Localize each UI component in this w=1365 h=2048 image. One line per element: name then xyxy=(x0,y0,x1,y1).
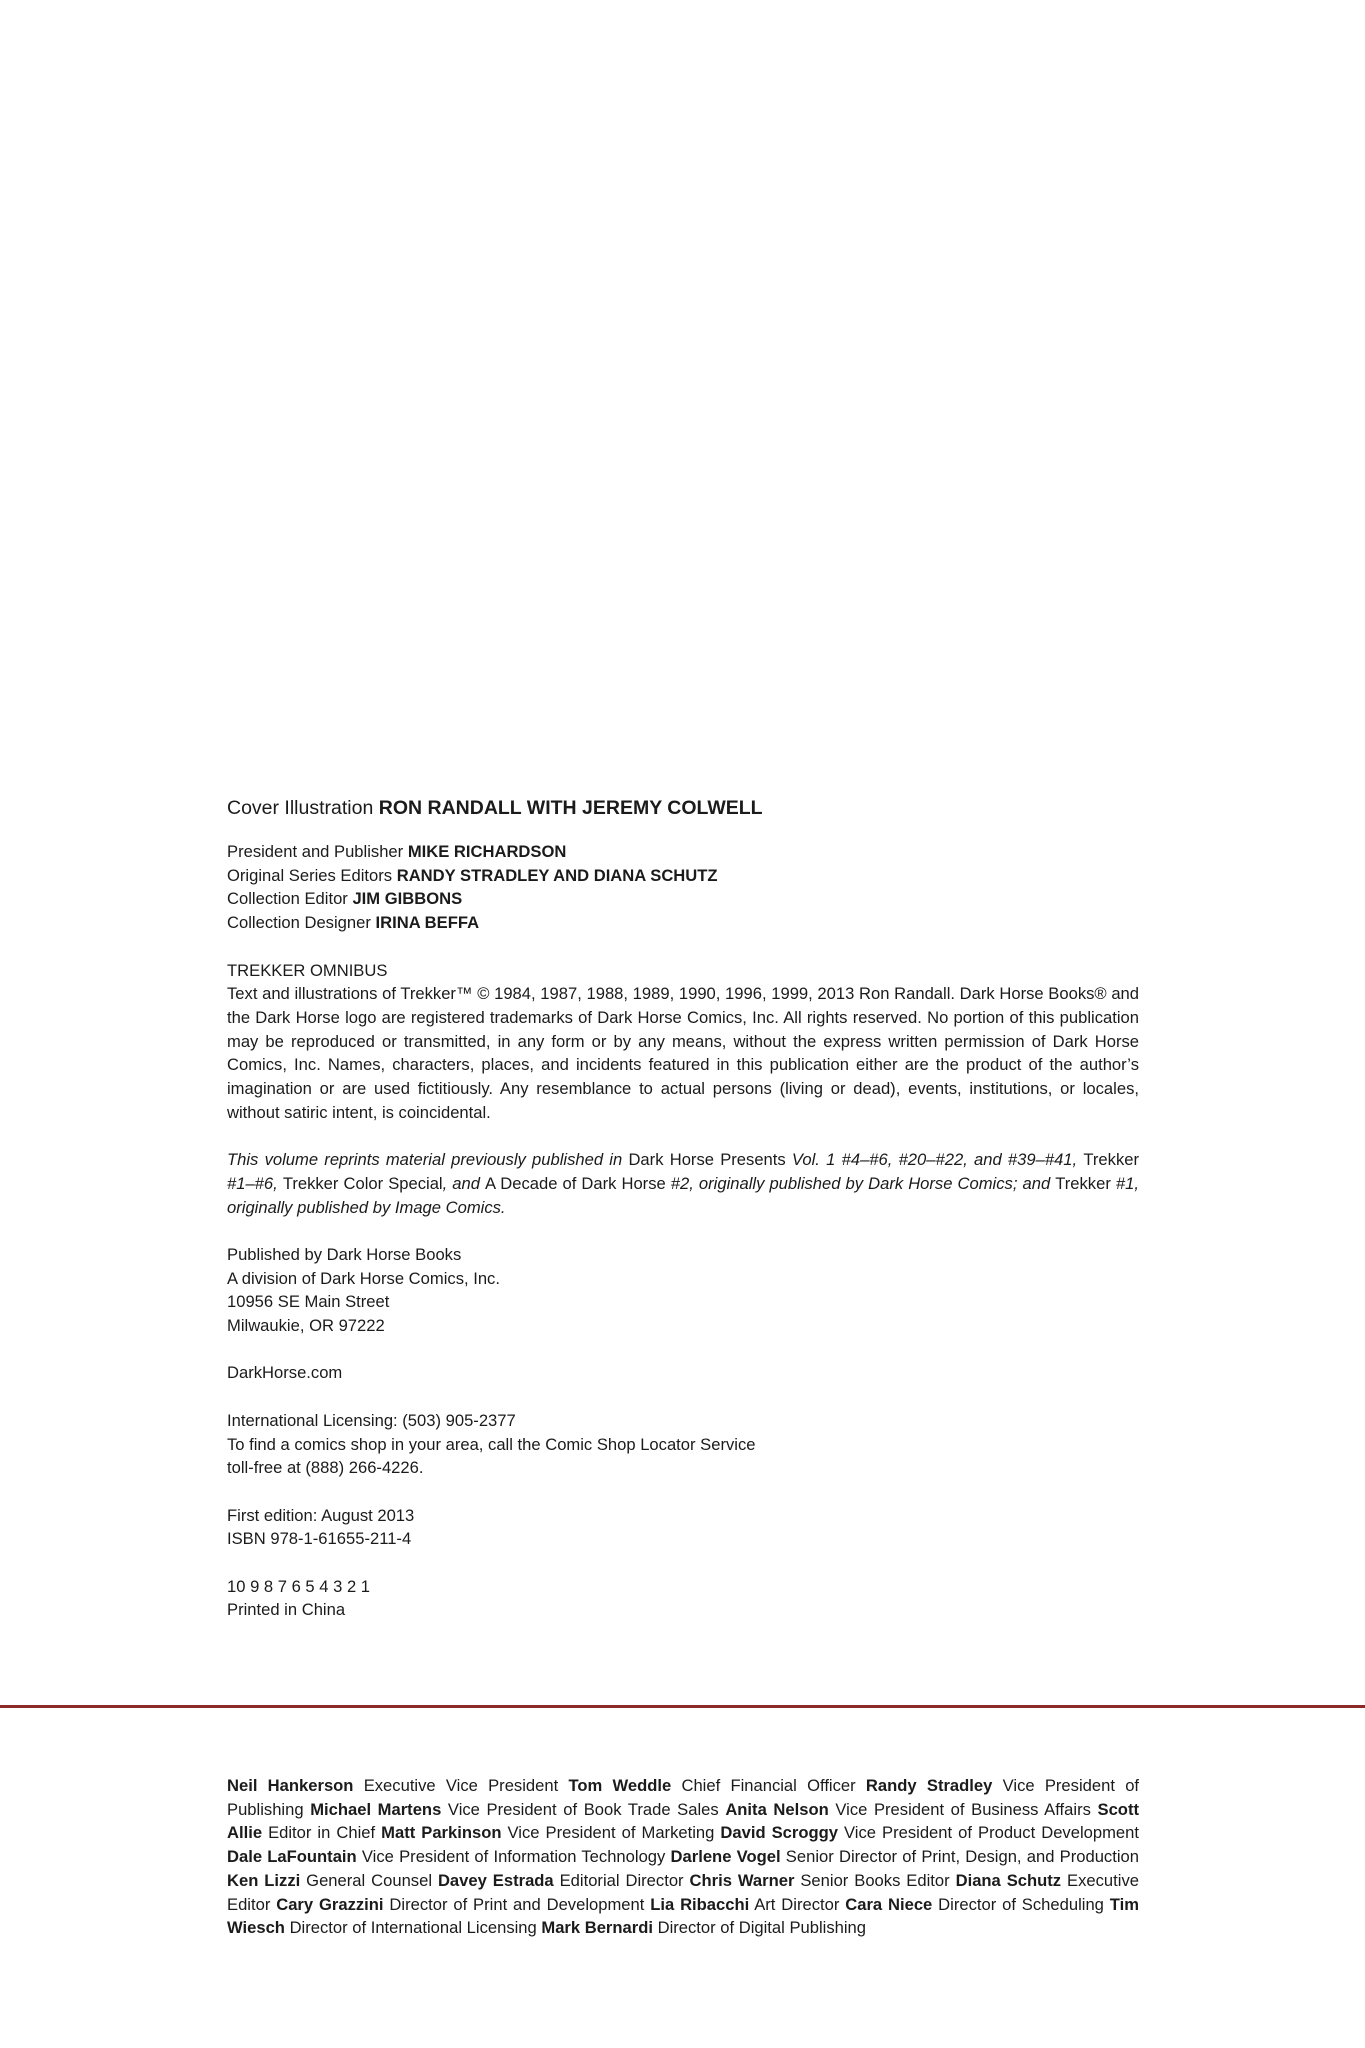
executive-title: Executive Editor xyxy=(227,1870,1139,1914)
staff-credit-line xyxy=(227,887,1139,911)
executive-title: Director of Digital Publishing xyxy=(652,1918,867,1938)
executive-name: Michael Martens xyxy=(310,1799,442,1819)
divider-rule xyxy=(0,1705,1365,1708)
executive-title: Vice President of Business Affairs xyxy=(828,1799,1098,1819)
reprint-note-segment: A Decade of Dark Horse xyxy=(485,1173,666,1193)
staff-credit-value: RANDY STRADLEY AND DIANA SCHUTZ xyxy=(396,865,718,885)
staff-credit-value: JIM GIBBONS xyxy=(352,889,463,909)
executive-title: Editor in Chief xyxy=(262,1823,382,1843)
executive-title: Art Director xyxy=(749,1894,846,1914)
executive-title: Senior Director of Print, Design, and Production xyxy=(780,1847,1139,1867)
executive-name: Darlene Vogel xyxy=(670,1847,781,1867)
executive-paragraph xyxy=(227,1774,1139,1940)
executive-name: Randy Stradley xyxy=(865,1776,993,1795)
licensing-line: toll-free at (888) 266-4226. xyxy=(227,1458,424,1478)
executive-name: Cara Niece xyxy=(845,1894,933,1914)
executive-title: Vice President of Book Trade Sales xyxy=(441,1799,726,1819)
executive-name: David Scroggy xyxy=(720,1823,838,1843)
executive-name: Matt Parkinson xyxy=(381,1823,502,1843)
staff-credit-label: Original Series Editors xyxy=(227,865,393,885)
reprint-note-segment: Trekker xyxy=(1083,1150,1139,1170)
book-title: TREKKER OMNIBUS xyxy=(227,960,388,980)
publisher-line: A division of Dark Horse Comics, Inc. xyxy=(227,1268,500,1288)
executive-list xyxy=(227,1774,1139,1940)
cover-credit xyxy=(227,793,1139,823)
licensing-line: International Licensing: (503) 905-2377 xyxy=(227,1410,516,1430)
executive-title: Senior Books Editor xyxy=(794,1870,956,1890)
publisher-line: Published by Dark Horse Books xyxy=(227,1244,462,1264)
executive-name: Mark Bernardi xyxy=(541,1918,653,1938)
publisher-address xyxy=(227,1243,1139,1338)
executive-name: Lia Ribacchi xyxy=(650,1894,750,1914)
staff-credit-label: President and Publisher xyxy=(227,842,404,861)
reprint-note-segment: #2, originally published by Dark Horse Comics; and xyxy=(665,1173,1056,1193)
staff-credit-line xyxy=(227,840,1139,864)
edition-info xyxy=(227,1504,1139,1551)
staff-credit-line xyxy=(227,864,1139,888)
reprint-note-segment: Trekker xyxy=(1055,1173,1111,1193)
executive-title: Director of Print and Development xyxy=(383,1894,651,1914)
cover-credit-label: Cover Illustration xyxy=(227,797,374,819)
executive-title: Executive Vice President xyxy=(353,1776,569,1795)
executive-name: Scott Allie xyxy=(227,1799,1139,1843)
copyright-text: Text and illustrations of Trekker™ © 1984, 1987, 1988, 1989, 1990, 1996, 1999, 2013 Ron Randall. Dark Horse Books® and the Dark Horse logo are registered trademarks of Dark Horse Comics, Inc. All rights reserved. No portion of this publication may be reproduced or transmitted, in any form or by any means, without the express written permission of Dark Horse Comics, Inc. Names, characters, places, and incidents featured in this publication either are the product of the author’s imagination or are used fictitiously. Any resemblance to actual persons (living or dead), events, institutions, or locales, without satiric intent, is coincidental. xyxy=(227,984,1139,1122)
executive-name: Cary Grazzini xyxy=(276,1894,384,1914)
reprint-note xyxy=(227,1148,1139,1219)
executive-name: Neil Hankerson xyxy=(227,1776,354,1795)
executive-name: Davey Estrada xyxy=(437,1870,554,1890)
printing-line: 10 9 8 7 6 5 4 3 2 1 xyxy=(227,1576,371,1596)
licensing-info xyxy=(227,1409,1139,1480)
credits-section xyxy=(227,793,1139,1622)
website: DarkHorse.com xyxy=(227,1363,343,1383)
cover-credit-value: RON RANDALL WITH JEREMY COLWELL xyxy=(378,797,763,819)
executive-title: Vice President of Publishing xyxy=(227,1776,1140,1819)
printing-info xyxy=(227,1575,1139,1622)
executive-name: Tom Weddle xyxy=(568,1776,672,1795)
reprint-note-segment: Trekker Color Special xyxy=(282,1173,443,1193)
executive-title: Editorial Director xyxy=(553,1870,690,1890)
printing-line: Printed in China xyxy=(227,1600,346,1620)
executive-title: Vice President of Marketing xyxy=(501,1823,721,1843)
executive-name: Diana Schutz xyxy=(955,1870,1062,1890)
edition-line: First edition: August 2013 xyxy=(227,1505,415,1525)
reprint-note-segment: Dark Horse Presents xyxy=(628,1150,786,1170)
publisher-line: 10956 SE Main Street xyxy=(227,1292,390,1312)
staff-credit-label: Collection Editor xyxy=(227,889,348,909)
reprint-note-segment: Vol. 1 #4–#6, #20–#22, and #39–#41, xyxy=(785,1150,1084,1170)
staff-credit-value: MIKE RICHARDSON xyxy=(407,842,567,861)
publisher-line: Milwaukie, OR 97222 xyxy=(227,1316,385,1336)
executive-title: Director of International Licensing xyxy=(284,1918,542,1938)
reprint-note-segment: #1, originally published by Image Comics. xyxy=(227,1173,1139,1217)
executive-name: Chris Warner xyxy=(689,1870,795,1890)
executive-name: Anita Nelson xyxy=(725,1799,829,1819)
executive-title: General Counsel xyxy=(300,1870,438,1890)
executive-name: Ken Lizzi xyxy=(227,1870,301,1890)
reprint-note-segment: This volume reprints material previously published in xyxy=(227,1150,629,1170)
staff-credit-value: IRINA BEFFA xyxy=(375,913,480,933)
executive-name: Tim Wiesch xyxy=(227,1894,1139,1938)
licensing-line: To find a comics shop in your area, call the Comic Shop Locator Service xyxy=(227,1434,756,1454)
staff-credits xyxy=(227,840,1139,935)
executive-title: Chief Financial Officer xyxy=(671,1776,866,1795)
reprint-note-segment: , and xyxy=(442,1173,486,1193)
staff-credit-line xyxy=(227,911,1139,935)
staff-credit-label: Collection Designer xyxy=(227,913,371,933)
executive-title: Vice President of Information Technology xyxy=(356,1847,671,1867)
executive-name: Dale LaFountain xyxy=(227,1847,357,1867)
reprint-note-segment: #1–#6, xyxy=(227,1173,283,1193)
isbn: ISBN 978-1-61655-211-4 xyxy=(227,1529,412,1549)
executive-title: Director of Scheduling xyxy=(932,1894,1110,1914)
executive-title: Vice President of Product Development xyxy=(838,1823,1139,1843)
